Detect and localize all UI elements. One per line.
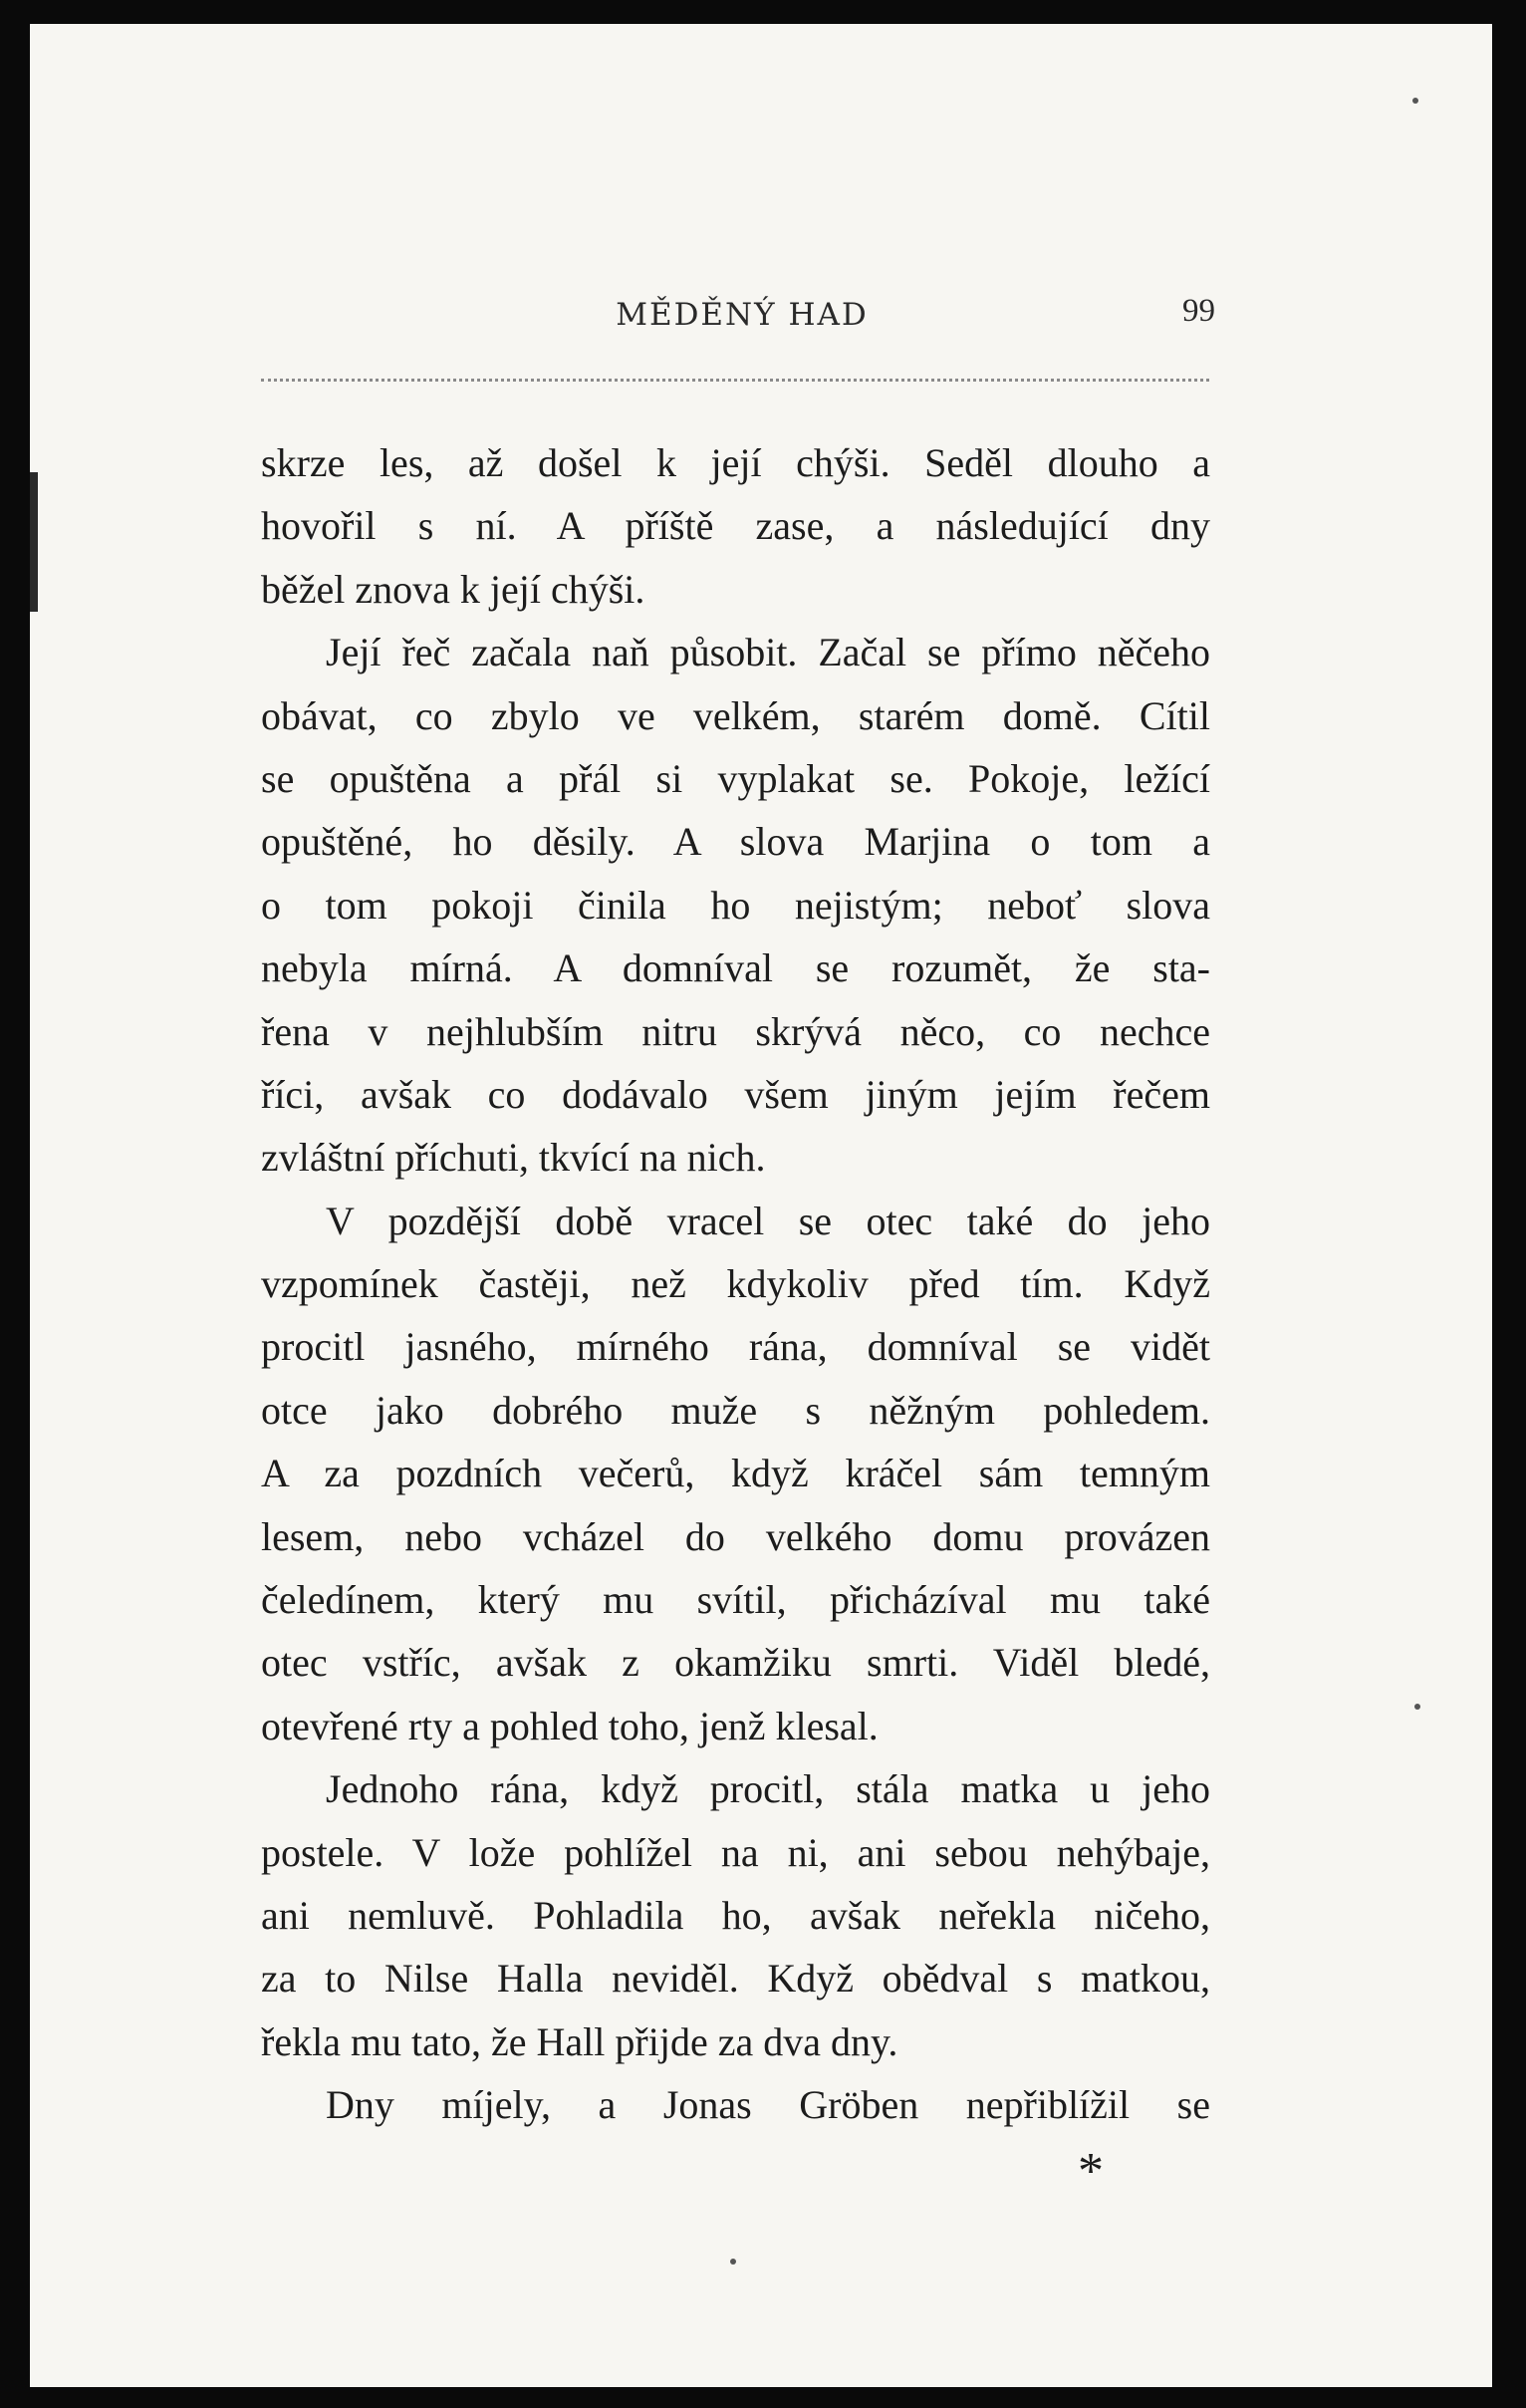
text-line: za to Nilse Halla neviděl. Když obědval s matkou, xyxy=(261,1956,1210,2002)
running-title: MĚDĚNÝ HAD xyxy=(616,297,869,333)
dust-speck xyxy=(1412,98,1418,104)
text-line: se opuštěna a přál si vyplakat se. Pokoje, ležící xyxy=(261,755,1210,801)
text-line: vzpomínek častěji, než kdykoliv před tím. Když xyxy=(261,1261,1210,1307)
body-text xyxy=(261,431,1210,2137)
text-line: čeledínem, který mu svítil, přicházíval mu také xyxy=(261,1577,1210,1623)
text-line: řena v nejhlubším nitru skrývá něco, co nechce xyxy=(261,1008,1210,1054)
text-line: ani nemluvě. Pohladila ho, avšak neřekla ničeho, xyxy=(261,1892,1210,1938)
gutter-shadow xyxy=(30,472,38,612)
text-line: lesem, nebo vcházel do velkého domu provázen xyxy=(261,1513,1210,1559)
text-line: řekla mu tato, že Hall přijde za dva dny. xyxy=(261,2018,898,2064)
text-line: Dny míjely, a Jonas Gröben nepřiblížil se xyxy=(326,2082,1210,2128)
text-line: otec vstříc, avšak z okamžiku smrti. Viděl bledé, xyxy=(261,1640,1210,1686)
page-header xyxy=(0,289,1526,339)
dust-speck xyxy=(730,2259,736,2265)
text-line: V pozdější době vracel se otec také do jeho xyxy=(326,1198,1210,1243)
text-line: běžel znova k její chýši. xyxy=(261,566,645,612)
text-line: o tom pokoji činila ho nejistým; neboť slova xyxy=(261,882,1210,928)
text-line: zvláštní příchuti, tkvící na nich. xyxy=(261,1135,766,1181)
text-line: otevřené rty a pohled toho, jenž klesal. xyxy=(261,1703,879,1748)
text-line: procitl jasného, mírného rána, domníval se vidět xyxy=(261,1324,1210,1370)
dust-speck xyxy=(1414,1704,1420,1710)
text-line: skrze les, až došel k její chýši. Seděl dlouho a xyxy=(261,440,1210,485)
text-line: A za pozdních večerů, když kráčel sám temným xyxy=(261,1451,1210,1496)
dotted-rule xyxy=(261,379,1209,382)
page-number: 99 xyxy=(1182,293,1215,329)
text-line: říci, avšak co dodávalo všem jiným jejím řečem xyxy=(261,1071,1210,1117)
text-line: postele. V lože pohlížel na ni, ani sebou nehýbaje, xyxy=(261,1829,1210,1875)
text-line: Její řeč začala naň působit. Začal se přímo něčeho xyxy=(326,630,1210,675)
text-line: Jednoho rána, když procitl, stála matka u jeho xyxy=(326,1766,1210,1812)
text-line: hovořil s ní. A příště zase, a následující dny xyxy=(261,503,1210,549)
text-line: opuštěné, ho děsily. A slova Marjina o tom a xyxy=(261,819,1210,865)
text-line: nebyla mírná. A domníval se rozumět, že sta- xyxy=(261,945,1210,991)
text-line: obávat, co zbylo ve velkém, starém domě. Cítil xyxy=(261,692,1210,738)
signature-asterisk: * xyxy=(1078,2143,1104,2200)
text-line: otce jako dobrého muže s něžným pohledem. xyxy=(261,1387,1210,1433)
